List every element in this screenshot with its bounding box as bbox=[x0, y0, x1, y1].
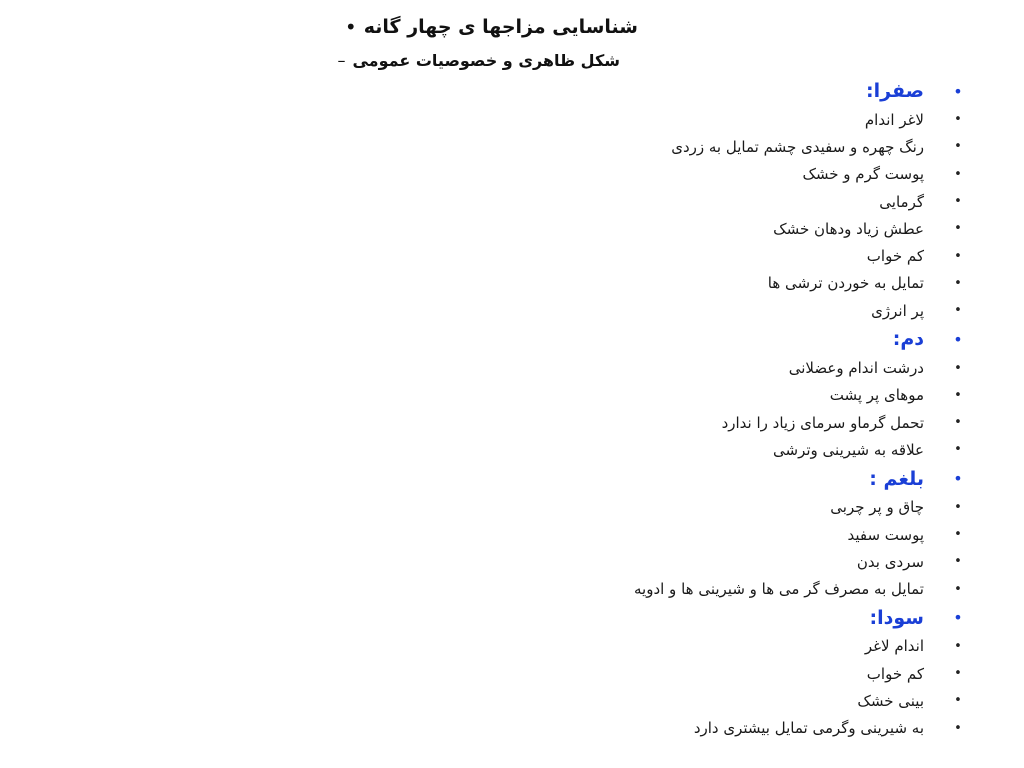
list-item-label: عطش زیاد ودهان خشک bbox=[773, 219, 924, 238]
section-heading-label: بلغم : bbox=[869, 467, 924, 490]
list-item bbox=[548, 354, 968, 381]
bullet-icon: • bbox=[954, 581, 962, 597]
heading-bullet-icon: • bbox=[953, 469, 963, 489]
title-row bbox=[338, 12, 652, 42]
list-item bbox=[548, 494, 968, 521]
list-item-label: درشت اندام وعضلانی bbox=[788, 359, 924, 378]
bullet-icon: • bbox=[954, 554, 962, 570]
bullet-icon: • bbox=[954, 387, 962, 403]
list-item bbox=[548, 687, 968, 714]
list-item bbox=[548, 633, 968, 660]
section-heading-label: دم: bbox=[892, 328, 924, 351]
list-item-label: بینی خشک bbox=[857, 691, 924, 710]
list-item-label: پوست سفید bbox=[847, 525, 924, 544]
bullet-icon: • bbox=[954, 527, 962, 542]
bullet-icon: • bbox=[954, 415, 962, 431]
section-heading-dam bbox=[548, 324, 968, 354]
section-heading-safra bbox=[548, 76, 968, 106]
bullet-icon: • bbox=[954, 693, 962, 709]
list-item-label: لاغر اندام bbox=[864, 110, 924, 129]
bullet-icon: • bbox=[954, 194, 962, 210]
list-item-label: به شیرینی وگرمی تمایل بیشتری دارد bbox=[693, 719, 924, 738]
list-item bbox=[548, 382, 968, 409]
bullet-icon: • bbox=[954, 442, 962, 458]
list-item-label: گرمایی bbox=[879, 192, 924, 211]
list-item-label: کم خواب bbox=[866, 664, 924, 683]
list-item-label: پر انرژی bbox=[871, 301, 924, 320]
bullet-icon: • bbox=[954, 139, 962, 155]
section-heading-balgham bbox=[548, 464, 968, 494]
list-item bbox=[548, 242, 968, 269]
list-item-label: تمایل به خوردن ترشی ها bbox=[767, 274, 924, 293]
list-item bbox=[548, 188, 968, 215]
heading-bullet-icon: • bbox=[953, 81, 963, 101]
bullet-icon: • bbox=[954, 221, 962, 237]
bullet-icon: • bbox=[954, 112, 962, 128]
list-item-label: رنگ چهره و سفیدی چشم تمایل به زردی bbox=[671, 137, 924, 156]
section-heading-label: صفرا: bbox=[866, 80, 924, 102]
list-item-label: سردی بدن bbox=[856, 552, 924, 571]
list-item bbox=[548, 575, 968, 602]
bullet-icon: • bbox=[954, 166, 962, 182]
bullet-icon: • bbox=[954, 360, 962, 376]
list-item bbox=[548, 133, 968, 160]
bullet-icon: • bbox=[954, 303, 962, 319]
list-item-label: موهای پر پشت bbox=[829, 386, 924, 405]
list-item-label: اندام لاغر bbox=[864, 637, 924, 656]
list-item bbox=[548, 660, 968, 687]
bullet-icon: • bbox=[954, 720, 962, 736]
section-heading-sauda bbox=[548, 603, 968, 633]
list-item bbox=[548, 270, 968, 297]
list-item bbox=[548, 715, 968, 742]
list-item-label: پوست گرم و خشک bbox=[802, 165, 924, 184]
list-item bbox=[548, 106, 968, 133]
heading-bullet-icon: • bbox=[953, 608, 963, 628]
bullet-icon: • bbox=[954, 275, 962, 291]
subtitle-row bbox=[330, 47, 634, 75]
temperament-list bbox=[548, 76, 968, 742]
list-item-label: کم خواب bbox=[866, 247, 924, 266]
list-item-label: علاقه به شیرینی وترشی bbox=[773, 440, 924, 459]
heading-bullet-icon: • bbox=[953, 329, 963, 349]
bullet-icon: • bbox=[954, 248, 962, 264]
list-item bbox=[548, 215, 968, 242]
list-item bbox=[548, 436, 968, 463]
list-item bbox=[548, 409, 968, 436]
section-heading-label: سودا: bbox=[869, 606, 924, 629]
list-item-label: تحمل گرماو سرمای زیاد را ندارد bbox=[721, 413, 924, 432]
list-item bbox=[548, 161, 968, 188]
list-item bbox=[548, 297, 968, 324]
slide-title: شناسایی مزاجها ی چهار گانه bbox=[363, 16, 638, 38]
list-item bbox=[548, 521, 968, 548]
subtitle-dash-icon: – bbox=[337, 51, 346, 70]
list-item-label: چاق و پر چربی bbox=[830, 498, 924, 517]
bullet-icon: • bbox=[954, 499, 962, 515]
bullet-icon: • bbox=[954, 666, 962, 682]
list-item bbox=[548, 548, 968, 575]
title-bullet-icon: • bbox=[344, 15, 357, 39]
bullet-icon: • bbox=[954, 638, 962, 654]
list-item-label: تمایل به مصرف گر می ها و شیرینی ها و ادویه bbox=[633, 580, 924, 599]
slide-subtitle: شکل ظاهری و خصوصیات عمومی bbox=[352, 51, 620, 70]
